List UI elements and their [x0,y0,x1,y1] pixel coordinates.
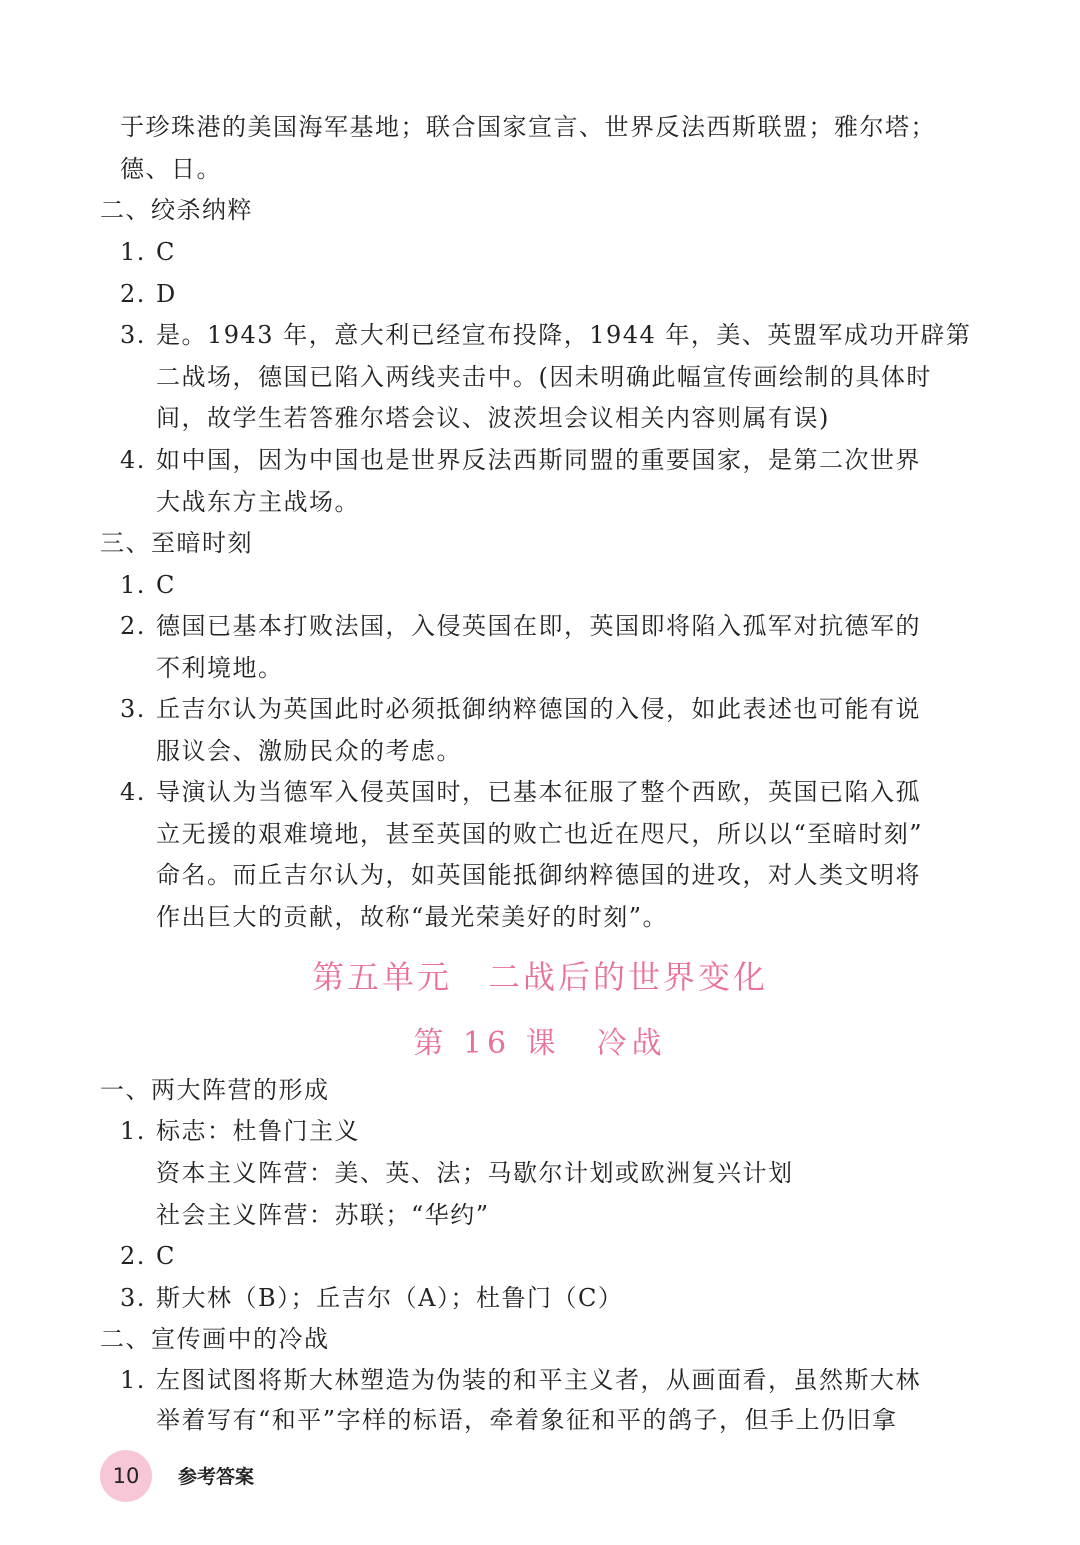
section-heading: 一、两大阵营的形成 [100,1076,330,1104]
text-line: 二战场，德国已陷入两线夹击中。(因未明确此幅宣传画绘制的具体时 [156,363,932,391]
item-number: 3. [120,695,146,723]
unit-name: 二战后的世界变化 [488,958,769,996]
item-text: C [156,238,176,266]
text-line: 大战东方主战场。 [156,488,360,516]
list-item [120,444,921,476]
list-item [120,278,177,310]
item-text: 左图试图将斯大林塑造为伪装的和平主义者，从画面看，虽然斯大林 [156,1366,921,1394]
item-text: 标志：杜鲁门主义 [156,1117,360,1145]
text-line: 举着写有“和平”字样的标语，牵着象征和平的鸽子，但手上仍旧拿 [156,1406,898,1434]
list-item [120,1364,921,1396]
section-heading: 二、绞杀纳粹 [100,196,253,224]
item-number: 1. [120,1366,146,1394]
lesson-title [0,1024,1080,1064]
list-item [120,569,176,601]
item-number: 1. [120,571,146,599]
footer-label: 参考答案 [178,1466,255,1488]
list-item [120,610,921,642]
page-number-badge [100,1450,152,1502]
text-line: 服议会、激励民众的考虑。 [156,737,462,765]
lesson-name: 冷战 [596,1026,667,1061]
text-line: 命名。而丘吉尔认为，如英国能抵御纳粹德国的进攻，对人类文明将 [156,861,921,889]
item-number: 2. [120,280,146,308]
item-number: 3. [120,1284,146,1312]
item-text: 导演认为当德军入侵英国时，已基本征服了整个西欧，英国已陷入孤 [156,778,921,806]
item-number: 3. [120,321,146,349]
unit-title [0,954,1080,1000]
text-line: 资本主义阵营：美、英、法；马歇尔计划或欧洲复兴计划 [156,1159,794,1187]
list-item [120,1282,623,1314]
item-text: 德国已基本打败法国，入侵英国在即，英国即将陷入孤军对抗德军的 [156,612,921,640]
text-line: 立无援的艰难境地，甚至英国的败亡也近在咫尺，所以以“至暗时刻” [156,820,924,848]
item-number: 2. [120,1242,146,1270]
item-text: C [156,571,176,599]
page-number: 10 [112,1464,140,1488]
item-number: 4. [120,446,146,474]
text-line: 不利境地。 [156,654,284,682]
list-item [120,1240,176,1272]
item-number: 1. [120,238,146,266]
list-item [120,693,921,725]
list-item [120,1115,360,1147]
section-heading: 三、至暗时刻 [100,529,253,557]
text-line: 作出巨大的贡献，故称“最光荣美好的时刻”。 [156,903,669,931]
item-number: 4. [120,778,146,806]
section-heading: 二、宣传画中的冷战 [100,1325,330,1353]
text-line: 社会主义阵营：苏联；“华约” [156,1201,490,1229]
item-text: C [156,1242,176,1270]
unit-number: 第五单元 [311,958,452,996]
text-line: 德、日。 [120,155,222,183]
list-item [120,236,176,268]
item-number: 1. [120,1117,146,1145]
text-line: 于珍珠港的美国海军基地；联合国家宣言、世界反法西斯联盟；雅尔塔； [120,113,936,141]
item-text: 是。1943 年，意大利已经宣布投降，1944 年，美、英盟军成功开辟第 [156,321,972,349]
text-line: 间，故学生若答雅尔塔会议、波茨坦会议相关内容则属有误) [156,404,830,432]
item-text: 斯大林（B）；丘吉尔（A）；杜鲁门（C） [156,1284,624,1312]
list-item [120,776,921,808]
item-text: 如中国，因为中国也是世界反法西斯同盟的重要国家，是第二次世界 [156,446,921,474]
item-text: D [156,280,177,308]
list-item [120,319,971,351]
item-number: 2. [120,612,146,640]
lesson-number: 第 16 课 [413,1026,561,1061]
item-text: 丘吉尔认为英国此时必须抵御纳粹德国的入侵，如此表述也可能有说 [156,695,921,723]
